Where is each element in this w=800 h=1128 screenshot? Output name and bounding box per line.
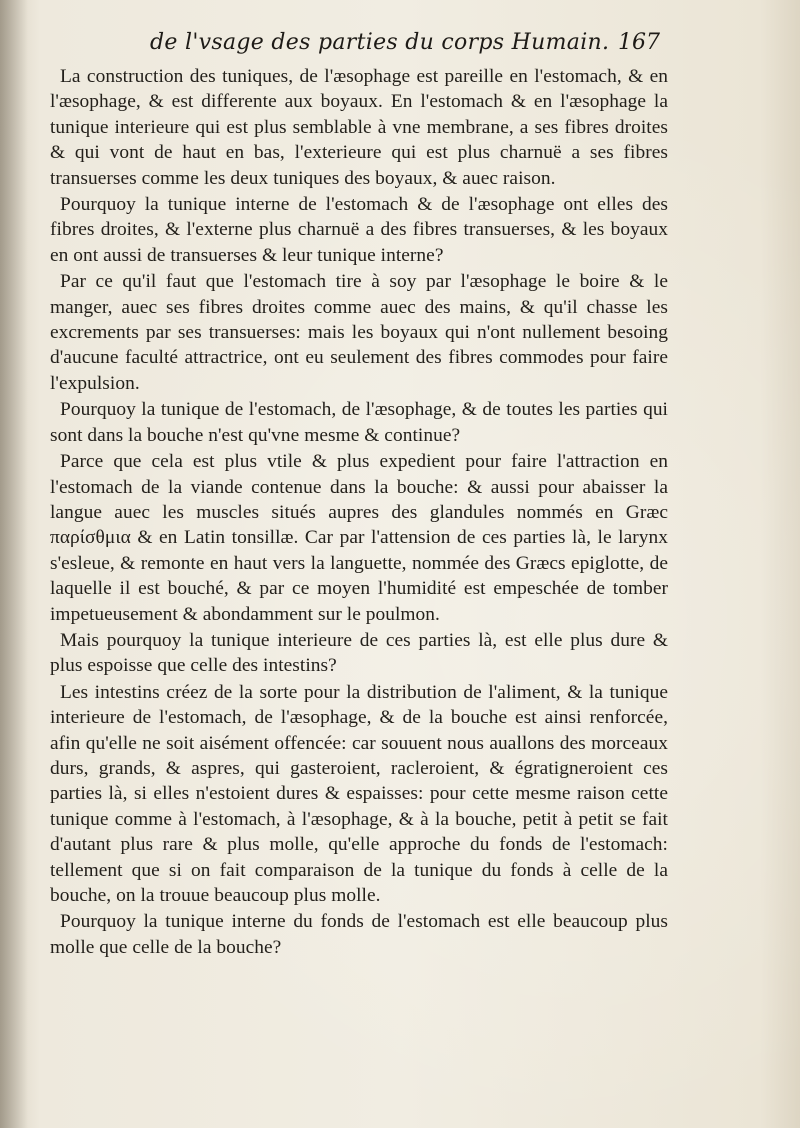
paragraph-3: Par ce qu'il faut que l'estomach tire à soy par l'æsophage le boire & le manger, auec ses fibres droites comme auec des mains, & qu'il chasse les excrements par ses transuerses: mais les boyaux qui n'ont nullement besoing d'aucune faculté attractrice, ont eu seulement des fibres commodes pour faire l'expulsion. <box>50 271 668 394</box>
page-header <box>150 30 660 64</box>
paragraph-8: Pourquoy la tunique interne du fonds de l'estomach est elle beaucoup plus molle que celle de la bouche? <box>50 911 668 958</box>
paragraph-1: La construction des tuniques, de l'æsophage est pareille en l'estomach, & en l'æsophage, & est differente aux boyaux. En l'estomach & en l'æsophage la tunique interieure qui est plus semblable à vne membrane, a ses fibres droites & qui vont de haut en bas, l'exterieure qui est plus charnuë a ses fibres transuerses comme les deux tuniques des boyaux, & auec raison. <box>50 66 668 189</box>
paragraph-2: Pourquoy la tunique interne de l'estomach & de l'æsophage ont elles des fibres droites, & l'externe plus charnuë a des fibres transuerses, & les boyaux en ont aussi de transuerses & leur tunique interne? <box>50 194 668 266</box>
paragraph-6: Mais pourquoy la tunique interieure de ces parties là, est elle plus dure & plus espoisse que celle des intestins? <box>50 629 668 677</box>
spine-shadow <box>0 0 28 1128</box>
paragraph-5: Parce que cela est plus vtile & plus expedient pour faire l'attraction en l'estomach de la viande contenue dans la bouche: & aussi pour abaisser la langue auec les muscles situés aupres des glandules nommés en Græc παρίσθμια & en Latin tonsillæ. Car par l'attension de ces parties là, le larynx s'esleue, & remonte en haut vers la languette, nommée des Græcs epiglotte, de laquelle il est bouché, & par ce moyen l'humidité est empeschée de tomber impetueusement & abondamment sur le poulmon. <box>50 451 668 625</box>
paragraph-7: Les intestins créez de la sorte pour la distribution de l'aliment, & la tunique interieure de l'estomach, de l'æsophage, & de la bouche est ainsi renforcée, afin qu'elle ne soit aisément offencée: car souuent nous auallons des morceaux durs, grands, & aspres, qui gasteroient, racleroient, & égratigneroient ces parties là, si elles n'estoient dures & espaisses: pour cette mesme raison cette tunique comme à l'estomach, à l'æsophage, & à la bouche, petit à petit se fait d'autant plus rare & plus molle, qu'elle approche du fonds de l'estomach: tellement que si on fait comparaison de la tunique du fonds à celle de la bouche, on la trouue beaucoup plus molle. <box>50 681 668 906</box>
running-head: de l'vsage des parties du corps Humain. <box>150 30 610 55</box>
body-text <box>50 64 668 960</box>
paragraph-4: Pourquoy la tunique de l'estomach, de l'æsophage, & de toutes les parties qui sont dans la bouche n'est qu'vne mesme & continue? <box>50 399 668 446</box>
page-number: 167 <box>618 30 660 55</box>
